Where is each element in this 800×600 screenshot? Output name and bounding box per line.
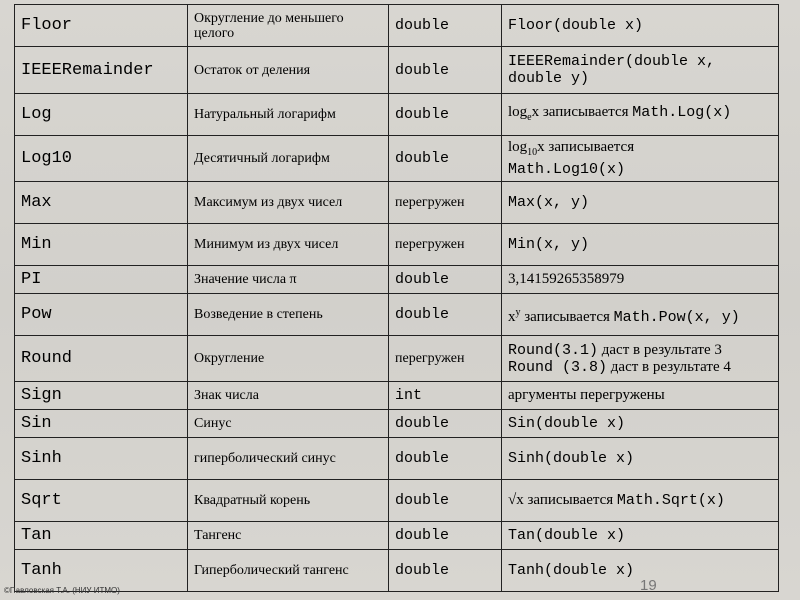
table-row — [15, 266, 779, 294]
return-type: double — [389, 294, 502, 336]
return-type: перегружен — [389, 224, 502, 266]
return-type: double — [389, 94, 502, 136]
function-name: Floor — [15, 5, 188, 47]
table-row — [15, 294, 779, 336]
return-type: перегружен — [389, 182, 502, 224]
return-type: double — [389, 47, 502, 94]
usage-note: Tanh(double x) — [502, 550, 779, 592]
usage-note: Tan(double x) — [502, 522, 779, 550]
function-description: гиперболический синус — [188, 438, 389, 480]
function-name: Sin — [15, 410, 188, 438]
function-description: Округление до меньшего целого — [188, 5, 389, 47]
table-row — [15, 336, 779, 382]
table-row — [15, 5, 779, 47]
page-number: 19 — [640, 577, 657, 594]
usage-note: Sin(double x) — [502, 410, 779, 438]
table-row — [15, 410, 779, 438]
table-row — [15, 438, 779, 480]
note-code: Round (3.8) — [508, 358, 608, 376]
math-functions-table — [14, 4, 779, 592]
note-text: записывается — [520, 308, 614, 325]
function-name: Sinh — [15, 438, 188, 480]
function-name: Max — [15, 182, 188, 224]
function-name: Pow — [15, 294, 188, 336]
note-code: Math.Pow(x, y) — [613, 308, 740, 326]
note-code: Round(3.1) — [508, 341, 599, 359]
function-description: Возведение в степень — [188, 294, 389, 336]
function-description: Округление — [188, 336, 389, 382]
note-superscript: y — [515, 306, 521, 318]
usage-note: Sinh(double x) — [502, 438, 779, 480]
function-description: Тангенс — [188, 522, 389, 550]
function-description: Минимум из двух чисел — [188, 224, 389, 266]
note-text: x — [508, 308, 516, 325]
table-row — [15, 94, 779, 136]
note-code: Math.Log10(x) — [508, 161, 626, 178]
return-type: double — [389, 522, 502, 550]
note-text: log — [508, 139, 528, 155]
usage-note: Max(x, y) — [502, 182, 779, 224]
function-name: IEEERemainder — [15, 47, 188, 94]
table-row — [15, 182, 779, 224]
function-description: Остаток от деления — [188, 47, 389, 94]
usage-note — [502, 294, 779, 336]
function-name: Sign — [15, 382, 188, 410]
function-description: Натуральный логарифм — [188, 94, 389, 136]
table-row — [15, 522, 779, 550]
function-description: Гиперболический тангенс — [188, 550, 389, 592]
table-row — [15, 480, 779, 522]
note-text: log — [508, 103, 528, 120]
function-description: Знак числа — [188, 382, 389, 410]
function-name: Tanh — [15, 550, 188, 592]
return-type: double — [389, 480, 502, 522]
note-text: даст в результате 3 — [598, 341, 722, 358]
return-type: double — [389, 550, 502, 592]
return-type: double — [389, 438, 502, 480]
function-name: Min — [15, 224, 188, 266]
usage-note — [502, 480, 779, 522]
function-name: Log — [15, 94, 188, 136]
usage-note — [502, 136, 779, 182]
table-row — [15, 47, 779, 94]
table-row — [15, 550, 779, 592]
note-code: Math.Sqrt(x) — [616, 492, 725, 509]
function-description: Квадратный корень — [188, 480, 389, 522]
note-text: x записывается — [537, 139, 635, 155]
function-name: PI — [15, 266, 188, 294]
usage-note: аргументы перегружены — [502, 382, 779, 410]
usage-note: Floor(double x) — [502, 5, 779, 47]
usage-note: 3,14159265358979 — [502, 266, 779, 294]
function-description: Десятичный логарифм — [188, 136, 389, 182]
function-description: Максимум из двух чисел — [188, 182, 389, 224]
return-type: double — [389, 266, 502, 294]
note-subscript: e — [527, 111, 532, 123]
note-text: √x записывается — [508, 492, 617, 508]
function-name: Round — [15, 336, 188, 382]
note-text: даст в результате 4 — [607, 358, 731, 375]
return-type: int — [389, 382, 502, 410]
return-type: double — [389, 5, 502, 47]
return-type: перегружен — [389, 336, 502, 382]
return-type: double — [389, 136, 502, 182]
usage-note — [502, 336, 779, 382]
note-code: Math.Log(x) — [632, 103, 732, 121]
usage-note — [502, 94, 779, 136]
function-name: Tan — [15, 522, 188, 550]
return-type: double — [389, 410, 502, 438]
note-text: x записывается — [531, 103, 633, 120]
table-row — [15, 224, 779, 266]
table-row — [15, 382, 779, 410]
table-row — [15, 136, 779, 182]
function-description: Синус — [188, 410, 389, 438]
usage-note: Min(x, y) — [502, 224, 779, 266]
function-name: Sqrt — [15, 480, 188, 522]
author-credit: ©Павловская Т.А. (НИУ ИТМО) — [4, 586, 120, 595]
function-name: Log10 — [15, 136, 188, 182]
usage-note: IEEERemainder(double x, double y) — [502, 47, 779, 94]
note-subscript: 10 — [527, 147, 538, 158]
function-description: Значение числа π — [188, 266, 389, 294]
